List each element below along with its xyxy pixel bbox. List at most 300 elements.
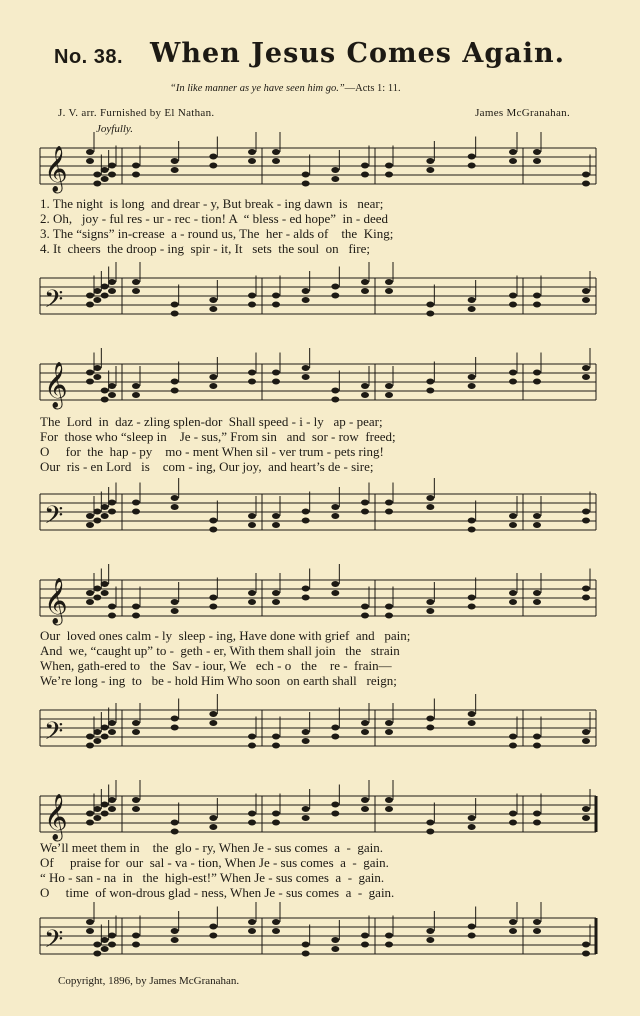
note-head: [331, 734, 339, 740]
note-head: [108, 383, 116, 389]
note-head: [132, 172, 140, 178]
bass-staff: [40, 268, 596, 328]
note-head: [86, 599, 94, 605]
note-head: [132, 279, 140, 285]
treble-clef-icon: 𝄞: [44, 362, 68, 408]
note-head: [302, 815, 310, 821]
note-head: [361, 806, 369, 812]
note-head: [272, 513, 280, 519]
note-head: [272, 302, 280, 308]
note-head: [582, 738, 590, 744]
note-head: [468, 604, 476, 610]
note-head: [468, 518, 476, 524]
note-head: [209, 595, 217, 601]
note-head: [302, 374, 310, 380]
note-head: [426, 302, 434, 308]
note-head: [132, 720, 140, 726]
bass-clef-icon: 𝄢: [44, 925, 64, 960]
note-head: [361, 942, 369, 948]
note-head: [331, 513, 339, 519]
note-head: [385, 509, 393, 515]
bass-clef-icon: 𝄢: [44, 501, 64, 536]
note-head: [426, 608, 434, 614]
note-head: [468, 297, 476, 303]
note-head: [132, 613, 140, 619]
note-head: [385, 392, 393, 398]
note-head: [209, 383, 217, 389]
note-head: [509, 811, 517, 817]
note-head: [361, 613, 369, 619]
note-head: [533, 734, 541, 740]
note-head: [302, 509, 310, 515]
note-head: [101, 293, 109, 299]
treble-staff-drawing: [40, 570, 596, 630]
note-head: [582, 365, 590, 371]
note-head: [331, 811, 339, 817]
note-head: [248, 293, 256, 299]
note-head: [361, 163, 369, 169]
note-head: [248, 820, 256, 826]
note-head: [171, 716, 179, 722]
note-head: [171, 167, 179, 173]
note-head: [385, 720, 393, 726]
note-head: [533, 811, 541, 817]
note-head: [209, 824, 217, 830]
note-head: [248, 379, 256, 385]
note-head: [171, 599, 179, 605]
note-head: [582, 942, 590, 948]
note-head: [272, 928, 280, 934]
note-head: [209, 297, 217, 303]
note-head: [108, 604, 116, 610]
note-head: [272, 734, 280, 740]
note-head: [509, 599, 517, 605]
note-head: [209, 374, 217, 380]
note-head: [93, 365, 101, 371]
note-head: [86, 522, 94, 528]
bass-clef-icon: 𝄢: [44, 717, 64, 752]
tempo-marking: Joyfully.: [96, 123, 133, 135]
lyric-verse-4: O time of won-drous glad - ness, When Je - sus comes a - gain.: [40, 885, 395, 900]
note-head: [385, 172, 393, 178]
note-head: [101, 284, 109, 290]
note-head: [426, 820, 434, 826]
lyric-verse-3: When, gath-ered to the Sav - iour, We ech - o the re - frain—: [40, 658, 392, 673]
note-head: [331, 504, 339, 510]
note-head: [361, 383, 369, 389]
note-head: [509, 590, 517, 596]
note-head: [93, 297, 101, 303]
bass-clef-icon: 𝄢: [44, 285, 64, 320]
hymn-title: When Jesus Comes Again.: [150, 38, 566, 69]
note-head: [272, 590, 280, 596]
note-head: [533, 820, 541, 826]
note-head: [248, 734, 256, 740]
note-head: [331, 946, 339, 952]
note-head: [361, 729, 369, 735]
note-head: [93, 509, 101, 515]
note-head: [108, 613, 116, 619]
note-head: [385, 500, 393, 506]
note-head: [533, 522, 541, 528]
note-head: [248, 522, 256, 528]
composer-credit: James McGranahan.: [475, 107, 570, 119]
note-head: [426, 167, 434, 173]
note-head: [385, 797, 393, 803]
note-head: [86, 734, 94, 740]
note-head: [302, 288, 310, 294]
note-head: [132, 392, 140, 398]
bass-staff-drawing: [40, 908, 596, 968]
note-head: [426, 158, 434, 164]
note-head: [108, 279, 116, 285]
treble-staff-drawing: [40, 786, 596, 846]
note-head: [93, 288, 101, 294]
note-head: [209, 306, 217, 312]
note-head: [533, 928, 541, 934]
lyric-verse-4: We’re long - ing to be - hold Him Who soon on earth shall reign;: [40, 673, 397, 688]
note-head: [171, 937, 179, 943]
lyric-verse-3: “ Ho - san - na in the high-est!” When Je - sus comes a - gain.: [40, 870, 385, 885]
note-head: [302, 595, 310, 601]
hymn-number: No. 38.: [54, 46, 124, 68]
note-head: [248, 158, 256, 164]
note-head: [426, 725, 434, 731]
note-head: [248, 743, 256, 749]
note-head: [171, 928, 179, 934]
note-head: [209, 163, 217, 169]
note-head: [302, 518, 310, 524]
note-head: [361, 797, 369, 803]
lyric-verse-1: We’ll meet them in the glo - ry, When Je - sus comes a - gain.: [40, 840, 384, 855]
note-head: [209, 527, 217, 533]
note-head: [209, 815, 217, 821]
note-head: [171, 504, 179, 510]
treble-staff: [40, 786, 596, 846]
note-head: [509, 379, 517, 385]
note-head: [426, 379, 434, 385]
note-head: [533, 513, 541, 519]
note-head: [108, 392, 116, 398]
note-head: [582, 586, 590, 592]
note-head: [101, 167, 109, 173]
note-head: [108, 172, 116, 178]
treble-clef-icon: 𝄞: [44, 146, 68, 192]
note-head: [132, 500, 140, 506]
note-head: [468, 924, 476, 930]
note-head: [509, 820, 517, 826]
note-head: [101, 388, 109, 394]
note-head: [171, 829, 179, 835]
note-head: [361, 933, 369, 939]
note-head: [86, 820, 94, 826]
note-head: [582, 815, 590, 821]
note-head: [171, 388, 179, 394]
note-head: [272, 820, 280, 826]
note-head: [331, 388, 339, 394]
note-head: [302, 729, 310, 735]
note-head: [132, 797, 140, 803]
note-head: [331, 725, 339, 731]
note-head: [93, 729, 101, 735]
note-head: [385, 604, 393, 610]
note-head: [361, 279, 369, 285]
note-head: [86, 919, 94, 925]
note-head: [171, 302, 179, 308]
note-head: [132, 604, 140, 610]
note-head: [509, 158, 517, 164]
note-head: [302, 586, 310, 592]
note-head: [248, 599, 256, 605]
bass-staff: [40, 700, 596, 760]
treble-clef-icon: 𝄞: [44, 578, 68, 624]
note-head: [426, 311, 434, 317]
note-head: [361, 500, 369, 506]
note-head: [108, 720, 116, 726]
note-head: [385, 279, 393, 285]
note-head: [533, 302, 541, 308]
note-head: [331, 284, 339, 290]
note-head: [509, 743, 517, 749]
lyric-verse-2: 2. Oh, joy - ful res - ur - rec - tion! A “ bless - ed hope” in - deed: [40, 211, 389, 226]
note-head: [582, 181, 590, 187]
note-head: [93, 518, 101, 524]
note-head: [108, 942, 116, 948]
note-head: [108, 288, 116, 294]
note-head: [86, 928, 94, 934]
note-head: [93, 374, 101, 380]
note-head: [272, 919, 280, 925]
note-head: [272, 522, 280, 528]
note-head: [426, 495, 434, 501]
note-head: [86, 370, 94, 376]
note-head: [533, 370, 541, 376]
note-head: [468, 383, 476, 389]
note-head: [93, 942, 101, 948]
note-head: [171, 820, 179, 826]
note-head: [101, 581, 109, 587]
note-head: [509, 149, 517, 155]
note-head: [101, 590, 109, 596]
note-head: [302, 365, 310, 371]
bass-staff-drawing: [40, 484, 596, 544]
note-head: [132, 933, 140, 939]
note-head: [101, 811, 109, 817]
note-head: [101, 946, 109, 952]
note-head: [385, 806, 393, 812]
note-head: [132, 729, 140, 735]
note-head: [108, 163, 116, 169]
note-head: [101, 397, 109, 403]
note-head: [582, 518, 590, 524]
note-head: [509, 734, 517, 740]
copyright-notice: Copyright, 1896, by James McGranahan.: [58, 975, 240, 987]
note-head: [209, 518, 217, 524]
bass-staff-drawing: [40, 268, 596, 328]
lyric-verse-4: Our ris - en Lord is com - ing, Our joy, and heart’s de - sire;: [40, 459, 374, 474]
note-head: [468, 815, 476, 821]
note-head: [108, 797, 116, 803]
note-head: [248, 590, 256, 596]
note-head: [272, 743, 280, 749]
note-head: [132, 163, 140, 169]
note-head: [533, 743, 541, 749]
note-head: [93, 738, 101, 744]
lyric-verse-1: The Lord in daz - zling splen-dor Shall speed - i - ly ap - pear;: [40, 414, 383, 429]
note-head: [248, 919, 256, 925]
note-head: [248, 370, 256, 376]
lyric-verse-2: For those who “sleep in Je - sus,” From sin and sor - row freed;: [40, 429, 396, 444]
note-head: [209, 604, 217, 610]
note-head: [426, 716, 434, 722]
note-head: [385, 942, 393, 948]
note-head: [582, 509, 590, 515]
note-head: [361, 509, 369, 515]
note-head: [302, 951, 310, 957]
note-head: [426, 937, 434, 943]
treble-staff-drawing: [40, 138, 596, 198]
note-head: [209, 933, 217, 939]
note-head: [509, 513, 517, 519]
note-head: [86, 293, 94, 299]
bass-staff: [40, 484, 596, 544]
note-head: [93, 586, 101, 592]
note-head: [509, 522, 517, 528]
note-head: [361, 172, 369, 178]
note-head: [468, 595, 476, 601]
note-head: [248, 302, 256, 308]
note-head: [582, 595, 590, 601]
note-head: [361, 288, 369, 294]
note-head: [331, 937, 339, 943]
note-head: [101, 802, 109, 808]
treble-staff: [40, 354, 596, 414]
note-head: [331, 581, 339, 587]
note-head: [509, 928, 517, 934]
note-head: [533, 158, 541, 164]
note-head: [426, 829, 434, 835]
note-head: [426, 504, 434, 510]
note-head: [209, 711, 217, 717]
note-head: [582, 374, 590, 380]
note-head: [93, 815, 101, 821]
note-head: [86, 302, 94, 308]
note-head: [302, 942, 310, 948]
note-head: [248, 811, 256, 817]
note-head: [93, 181, 101, 187]
note-head: [426, 928, 434, 934]
note-head: [101, 504, 109, 510]
note-head: [582, 806, 590, 812]
note-head: [468, 163, 476, 169]
note-head: [302, 806, 310, 812]
note-head: [582, 288, 590, 294]
note-head: [86, 149, 94, 155]
lyric-verse-1: 1. The night is long and drear - y, But break - ing dawn is near;: [40, 196, 384, 211]
note-head: [331, 802, 339, 808]
note-head: [468, 824, 476, 830]
note-head: [468, 933, 476, 939]
note-head: [533, 149, 541, 155]
scripture-reference: —Acts 1: 11.: [344, 83, 401, 94]
note-head: [468, 711, 476, 717]
note-head: [385, 933, 393, 939]
note-head: [93, 951, 101, 957]
note-head: [171, 495, 179, 501]
note-head: [171, 725, 179, 731]
note-head: [272, 149, 280, 155]
note-head: [468, 306, 476, 312]
note-head: [509, 370, 517, 376]
note-head: [171, 379, 179, 385]
scripture-quote: [170, 83, 401, 94]
note-head: [468, 720, 476, 726]
note-head: [331, 167, 339, 173]
note-head: [86, 379, 94, 385]
note-head: [93, 172, 101, 178]
treble-clef-icon: 𝄞: [44, 794, 68, 840]
note-head: [93, 595, 101, 601]
note-head: [385, 729, 393, 735]
note-head: [331, 590, 339, 596]
note-head: [509, 302, 517, 308]
note-head: [361, 392, 369, 398]
note-head: [209, 924, 217, 930]
note-head: [426, 599, 434, 605]
note-head: [108, 729, 116, 735]
note-head: [108, 509, 116, 515]
note-head: [101, 176, 109, 182]
note-head: [302, 181, 310, 187]
note-head: [248, 928, 256, 934]
note-head: [171, 158, 179, 164]
note-head: [108, 500, 116, 506]
note-head: [509, 919, 517, 925]
note-head: [582, 172, 590, 178]
note-head: [93, 806, 101, 812]
bass-staff: [40, 908, 596, 968]
note-head: [533, 919, 541, 925]
note-head: [468, 527, 476, 533]
note-head: [132, 288, 140, 294]
note-head: [101, 513, 109, 519]
note-head: [533, 590, 541, 596]
note-head: [86, 513, 94, 519]
note-head: [248, 149, 256, 155]
note-head: [302, 297, 310, 303]
lyric-verse-4: 4. It cheers the droop - ing spir - it, It sets the soul on fire;: [40, 241, 370, 256]
note-head: [331, 176, 339, 182]
note-head: [582, 951, 590, 957]
note-head: [272, 811, 280, 817]
note-head: [86, 811, 94, 817]
note-head: [302, 738, 310, 744]
note-head: [132, 806, 140, 812]
note-head: [331, 397, 339, 403]
lyric-verse-3: O for the hap - py mo - ment When sil - ver trum - pets ring!: [40, 444, 384, 459]
note-head: [209, 154, 217, 160]
note-head: [86, 158, 94, 164]
note-head: [533, 379, 541, 385]
note-head: [582, 297, 590, 303]
note-head: [361, 720, 369, 726]
note-head: [108, 933, 116, 939]
note-head: [509, 293, 517, 299]
note-head: [101, 937, 109, 943]
note-head: [209, 720, 217, 726]
lyric-verse-2: And we, “caught up” to - geth - er, With them shall join the strain: [40, 643, 400, 658]
note-head: [86, 743, 94, 749]
